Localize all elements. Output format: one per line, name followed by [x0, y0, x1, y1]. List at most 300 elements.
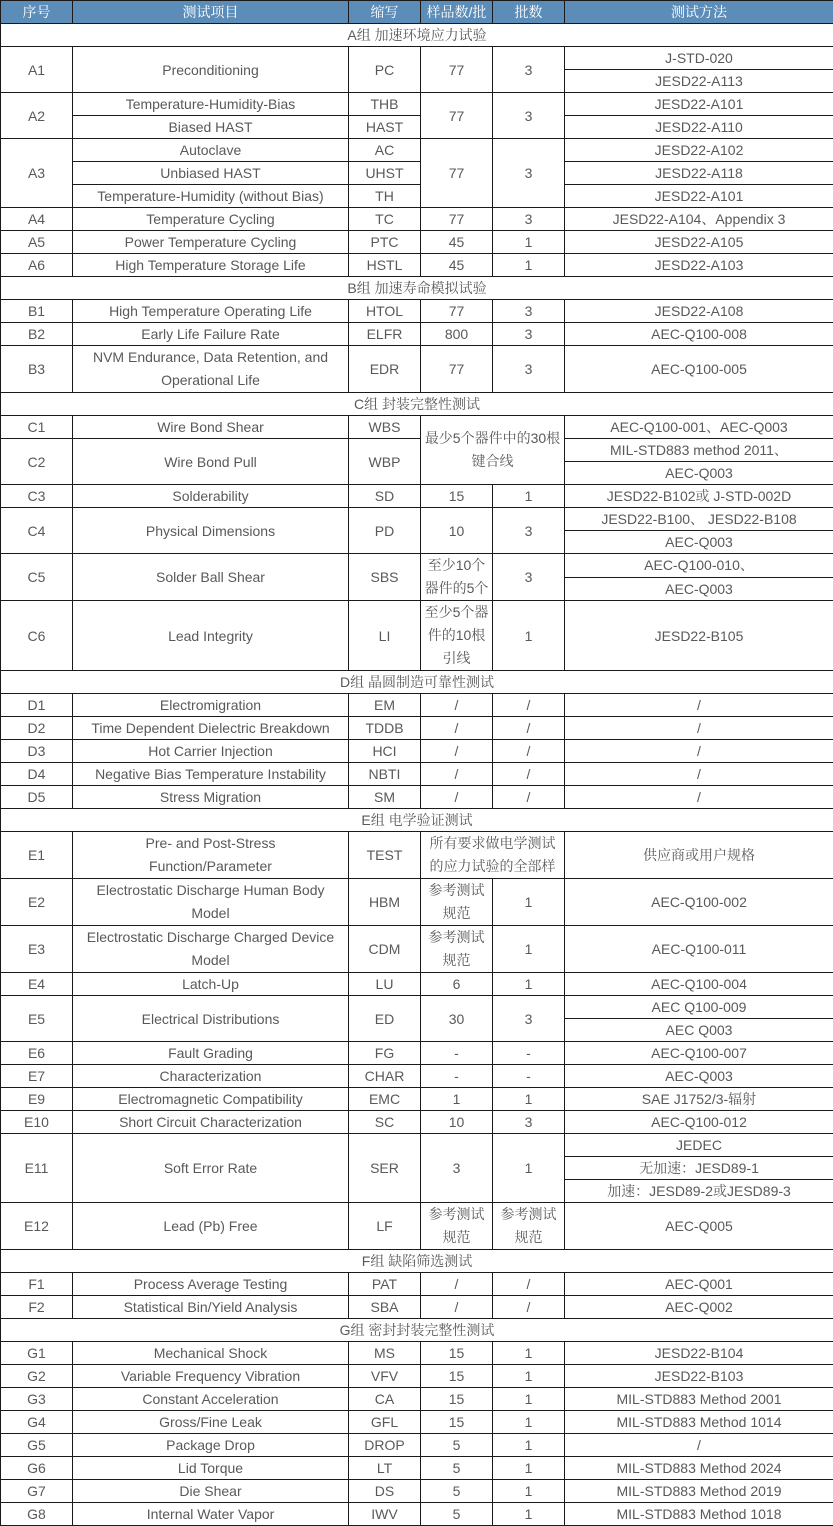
row-lots: -: [493, 1065, 565, 1088]
row-abbr: UHST: [349, 162, 421, 185]
row-id: C1: [1, 416, 73, 439]
row-lots: 1: [493, 485, 565, 508]
row-abbr: CHAR: [349, 1065, 421, 1088]
table-row: [1, 231, 833, 254]
row-samples-line: 规范: [443, 952, 471, 968]
row-abbr: TEST: [349, 832, 421, 879]
row-id: C6: [1, 601, 73, 671]
table-row: [1, 162, 833, 185]
row-id: A6: [1, 254, 73, 277]
row-method: JESD22-A113: [565, 70, 833, 93]
row-lots: 3: [493, 300, 565, 323]
row-samples: 45: [421, 231, 493, 254]
table-row: [1, 208, 833, 231]
row-method: AEC Q003: [565, 1019, 833, 1042]
row-abbr: SC: [349, 1111, 421, 1134]
row-id: A1: [1, 47, 73, 93]
row-abbr: VFV: [349, 1365, 421, 1388]
row-id: G1: [1, 1342, 73, 1365]
row-abbr: SBA: [349, 1296, 421, 1319]
row-lots: /: [493, 763, 565, 786]
row-samples-line: 器件的5个: [425, 580, 489, 596]
row-lots: -: [493, 1042, 565, 1065]
row-abbr: SD: [349, 485, 421, 508]
row-id: A2: [1, 93, 73, 139]
row-abbr: EMC: [349, 1088, 421, 1111]
row-method: JESD22-A118: [565, 162, 833, 185]
row-name: Wire Bond Pull: [73, 439, 349, 485]
row-id: D5: [1, 786, 73, 809]
row-name: Wire Bond Shear: [73, 416, 349, 439]
row-method: JESD22-B100、 JESD22-B108: [565, 508, 833, 531]
row-samples: 1: [421, 1088, 493, 1111]
row-name: Preconditioning: [73, 47, 349, 93]
table-row: [1, 1365, 833, 1388]
row-samples: /: [421, 1273, 493, 1296]
group-title: E组 电学验证测试: [1, 809, 833, 832]
table-row: [1, 139, 833, 162]
row-name: Time Dependent Dielectric Breakdown: [73, 717, 349, 740]
row-method: /: [565, 763, 833, 786]
row-lots: 3: [493, 208, 565, 231]
row-method: MIL-STD883 Method 2001: [565, 1388, 833, 1411]
row-method: /: [565, 717, 833, 740]
row-samples-line: 至少5个器: [425, 604, 489, 620]
row-abbr: WBS: [349, 416, 421, 439]
row-id: E1: [1, 832, 73, 879]
row-name: Lid Torque: [73, 1457, 349, 1480]
row-id: B1: [1, 300, 73, 323]
row-lots: /: [493, 1296, 565, 1319]
row-samples: 5: [421, 1503, 493, 1526]
row-samples-line: 最少5个器件中的30根: [425, 430, 560, 446]
table-row: [1, 1088, 833, 1111]
row-name: Latch-Up: [73, 973, 349, 996]
table-row: [1, 185, 833, 208]
row-name: [73, 926, 349, 973]
row-name-line: Operational Life: [161, 372, 260, 388]
row-lots-line: 参考测试: [501, 1206, 557, 1222]
row-name: Stress Migration: [73, 786, 349, 809]
row-lots: 3: [493, 93, 565, 139]
row-abbr: PC: [349, 47, 421, 93]
row-abbr: WBP: [349, 439, 421, 485]
row-abbr: SBS: [349, 554, 421, 601]
row-lots: 1: [493, 601, 565, 671]
row-samples-line: 至少10个: [428, 557, 486, 573]
row-abbr: HBM: [349, 879, 421, 926]
row-name: Electromagnetic Compatibility: [73, 1088, 349, 1111]
row-method: AEC-Q100-002: [565, 879, 833, 926]
row-name: Temperature-Humidity (without Bias): [73, 185, 349, 208]
row-id: D2: [1, 717, 73, 740]
table-row: [1, 439, 833, 462]
row-abbr: DROP: [349, 1434, 421, 1457]
row-abbr: TDDB: [349, 717, 421, 740]
row-samples-line: 参考测试: [429, 1206, 485, 1222]
row-method: JESD22-A102: [565, 139, 833, 162]
row-name: Early Life Failure Rate: [73, 323, 349, 346]
row-samples: /: [421, 786, 493, 809]
table-row: [1, 1480, 833, 1503]
table-row: [1, 416, 833, 439]
table-row: [1, 300, 833, 323]
row-name: [73, 879, 349, 926]
row-id: F1: [1, 1273, 73, 1296]
row-abbr: DS: [349, 1480, 421, 1503]
row-lots: 1: [493, 231, 565, 254]
group-title: D组 晶圆制造可靠性测试: [1, 671, 833, 694]
row-name: Constant Acceleration: [73, 1388, 349, 1411]
row-samples: 15: [421, 1365, 493, 1388]
row-name: Die Shear: [73, 1480, 349, 1503]
row-name: Hot Carrier Injection: [73, 740, 349, 763]
row-id: C3: [1, 485, 73, 508]
row-lots: /: [493, 717, 565, 740]
row-method: JESD22-A108: [565, 300, 833, 323]
row-name: Autoclave: [73, 139, 349, 162]
row-abbr: SER: [349, 1134, 421, 1203]
row-method: AEC-Q100-004: [565, 973, 833, 996]
row-name: Package Drop: [73, 1434, 349, 1457]
row-method: AEC-Q003: [565, 1065, 833, 1088]
row-method: JESD22-A104、Appendix 3: [565, 208, 833, 231]
row-samples-line: 所有要求做电学测试: [430, 835, 556, 851]
row-lots: 1: [493, 879, 565, 926]
row-lots: 1: [493, 1342, 565, 1365]
row-method: MIL-STD883 method 2011、: [565, 439, 833, 462]
row-id: B2: [1, 323, 73, 346]
row-name: Solder Ball Shear: [73, 554, 349, 601]
row-method: JEDEC: [565, 1134, 833, 1157]
header-row: [1, 1, 833, 24]
row-abbr: CDM: [349, 926, 421, 973]
row-id: D3: [1, 740, 73, 763]
row-method: AEC-Q100-010、: [565, 554, 833, 578]
row-method: AEC-Q005: [565, 1203, 833, 1250]
row-method: AEC-Q003: [565, 531, 833, 554]
row-samples-line: 规范: [443, 905, 471, 921]
row-abbr: ED: [349, 996, 421, 1042]
row-lots: 1: [493, 254, 565, 277]
row-method: AEC-Q100-005: [565, 346, 833, 393]
group-row-f: [1, 1250, 833, 1273]
row-name: [73, 346, 349, 393]
group-row-d: [1, 671, 833, 694]
row-method: JESD22-B104: [565, 1342, 833, 1365]
row-lots: 1: [493, 1388, 565, 1411]
row-samples: 15: [421, 1388, 493, 1411]
table-row: [1, 1111, 833, 1134]
row-abbr: HCI: [349, 740, 421, 763]
row-method: AEC-Q100-011: [565, 926, 833, 973]
row-samples: 15: [421, 1411, 493, 1434]
row-name-line: NVM Endurance, Data Retention, and: [93, 349, 328, 365]
group-row-e: [1, 809, 833, 832]
row-lots: 1: [493, 1411, 565, 1434]
table-row: [1, 763, 833, 786]
row-samples-line: 的应力试验的全部样: [430, 858, 556, 874]
row-id: A4: [1, 208, 73, 231]
row-abbr: PTC: [349, 231, 421, 254]
table-row: [1, 116, 833, 139]
row-lots: 1: [493, 1434, 565, 1457]
row-samples-line: 引线: [443, 650, 471, 666]
row-samples: [421, 879, 493, 926]
table-row: [1, 832, 833, 879]
row-id: G4: [1, 1411, 73, 1434]
header-lots: 批数: [493, 1, 565, 24]
row-name: Internal Water Vapor: [73, 1503, 349, 1526]
row-id: G3: [1, 1388, 73, 1411]
row-method: AEC Q100-009: [565, 996, 833, 1019]
row-lots: 1: [493, 1457, 565, 1480]
row-samples: 800: [421, 323, 493, 346]
row-samples: 77: [421, 300, 493, 323]
row-samples: [421, 926, 493, 973]
row-abbr: PAT: [349, 1273, 421, 1296]
group-row-a: [1, 24, 833, 47]
table-row: [1, 973, 833, 996]
row-samples: /: [421, 1296, 493, 1319]
header-method: 测试方法: [565, 1, 833, 24]
row-name: Temperature-Humidity-Bias: [73, 93, 349, 116]
row-id: E12: [1, 1203, 73, 1250]
table-row: [1, 47, 833, 70]
row-lots: 1: [493, 926, 565, 973]
group-title: A组 加速环境应力试验: [1, 24, 833, 47]
table-row: [1, 1388, 833, 1411]
row-lots: 3: [493, 139, 565, 208]
row-name: [73, 832, 349, 879]
row-lots: /: [493, 786, 565, 809]
row-lots: /: [493, 694, 565, 717]
row-id: C5: [1, 554, 73, 601]
row-abbr: MS: [349, 1342, 421, 1365]
row-method: J-STD-020: [565, 47, 833, 70]
row-name-line: Electrostatic Discharge Human Body: [97, 882, 325, 898]
row-samples: 10: [421, 1111, 493, 1134]
header-id: 序号: [1, 1, 73, 24]
row-name: Statistical Bin/Yield Analysis: [73, 1296, 349, 1319]
row-samples: 5: [421, 1480, 493, 1503]
row-samples-line: 参考测试: [429, 929, 485, 945]
row-samples: 10: [421, 508, 493, 554]
row-id: G7: [1, 1480, 73, 1503]
row-id: E10: [1, 1111, 73, 1134]
row-samples-line: 规范: [443, 1229, 471, 1245]
row-id: E7: [1, 1065, 73, 1088]
table-row: [1, 1503, 833, 1526]
row-lots: 1: [493, 1088, 565, 1111]
row-method: JESD22-B102或 J-STD-002D: [565, 485, 833, 508]
row-samples: -: [421, 1042, 493, 1065]
row-name-line: Function/Parameter: [149, 858, 272, 874]
row-lots-line: 规范: [515, 1229, 543, 1245]
row-abbr: FG: [349, 1042, 421, 1065]
row-abbr: LT: [349, 1457, 421, 1480]
header-samples: 样品数/批: [421, 1, 493, 24]
row-id: G6: [1, 1457, 73, 1480]
row-samples: /: [421, 717, 493, 740]
row-lots: 3: [493, 323, 565, 346]
row-samples: 77: [421, 93, 493, 139]
table-row: [1, 485, 833, 508]
row-lots: [493, 1203, 565, 1250]
row-lots: 3: [493, 554, 565, 601]
row-samples-lots-shared: [421, 832, 565, 879]
row-id: E3: [1, 926, 73, 973]
table-row: [1, 1203, 833, 1250]
row-samples: 77: [421, 47, 493, 93]
row-method: /: [565, 694, 833, 717]
row-samples: 77: [421, 139, 493, 208]
row-lots: 3: [493, 47, 565, 93]
table-row: [1, 1411, 833, 1434]
row-method: 无加速：JESD89-1: [565, 1157, 833, 1180]
row-samples-lots-shared: [421, 416, 565, 485]
row-lots: 1: [493, 1480, 565, 1503]
row-lots: /: [493, 740, 565, 763]
row-name: Lead (Pb) Free: [73, 1203, 349, 1250]
row-name: Fault Grading: [73, 1042, 349, 1065]
row-method: /: [565, 740, 833, 763]
table-row: [1, 254, 833, 277]
row-samples: 15: [421, 485, 493, 508]
table-row: [1, 996, 833, 1019]
row-lots: 1: [493, 973, 565, 996]
row-id: E2: [1, 879, 73, 926]
row-method: AEC-Q100-007: [565, 1042, 833, 1065]
row-method: 供应商或用户规格: [565, 832, 833, 879]
row-id: A3: [1, 139, 73, 208]
row-samples-line: 件的10根: [428, 627, 486, 643]
row-name: Electromigration: [73, 694, 349, 717]
header-test-item: 测试项目: [73, 1, 349, 24]
row-method: /: [565, 786, 833, 809]
row-samples: 30: [421, 996, 493, 1042]
row-abbr: TH: [349, 185, 421, 208]
row-samples: /: [421, 740, 493, 763]
row-name-line: Pre- and Post-Stress: [146, 835, 276, 851]
row-name-line: Electrostatic Discharge Charged Device: [87, 929, 334, 945]
row-method: JESD22-B105: [565, 601, 833, 671]
table-row: [1, 1273, 833, 1296]
row-name: Gross/Fine Leak: [73, 1411, 349, 1434]
row-abbr: NBTI: [349, 763, 421, 786]
table-row: [1, 93, 833, 116]
table-row: [1, 323, 833, 346]
row-id: E11: [1, 1134, 73, 1203]
row-id: A5: [1, 231, 73, 254]
table-row: [1, 879, 833, 926]
row-abbr: CA: [349, 1388, 421, 1411]
row-abbr: LF: [349, 1203, 421, 1250]
row-abbr: IWV: [349, 1503, 421, 1526]
row-abbr: HTOL: [349, 300, 421, 323]
row-name-line: Model: [191, 952, 229, 968]
row-name: Power Temperature Cycling: [73, 231, 349, 254]
row-name: Biased HAST: [73, 116, 349, 139]
row-name: Unbiased HAST: [73, 162, 349, 185]
row-samples: /: [421, 763, 493, 786]
table-row: [1, 346, 833, 393]
row-samples: 45: [421, 254, 493, 277]
table-row: [1, 554, 833, 578]
row-samples: 15: [421, 1342, 493, 1365]
row-name: Mechanical Shock: [73, 1342, 349, 1365]
row-id: D4: [1, 763, 73, 786]
row-method: JESD22-A101: [565, 185, 833, 208]
row-lots: 3: [493, 346, 565, 393]
row-abbr: THB: [349, 93, 421, 116]
table-row: [1, 717, 833, 740]
row-id: B3: [1, 346, 73, 393]
table-row: [1, 1042, 833, 1065]
row-name: Soft Error Rate: [73, 1134, 349, 1203]
row-name: Physical Dimensions: [73, 508, 349, 554]
row-samples: [421, 601, 493, 671]
row-abbr: HSTL: [349, 254, 421, 277]
table-row: [1, 694, 833, 717]
row-method: MIL-STD883 Method 2019: [565, 1480, 833, 1503]
row-samples: 5: [421, 1434, 493, 1457]
row-id: F2: [1, 1296, 73, 1319]
row-samples: -: [421, 1065, 493, 1088]
group-title: F组 缺陷筛选测试: [1, 1250, 833, 1273]
group-row-c: [1, 393, 833, 416]
table-row: [1, 1065, 833, 1088]
row-samples: [421, 554, 493, 601]
table-row: [1, 1342, 833, 1365]
row-abbr: GFL: [349, 1411, 421, 1434]
row-method: 加速：JESD89-2或JESD89-3: [565, 1180, 833, 1203]
row-abbr: PD: [349, 508, 421, 554]
group-title: G组 密封封装完整性测试: [1, 1319, 833, 1342]
row-abbr: ELFR: [349, 323, 421, 346]
row-lots: 3: [493, 996, 565, 1042]
row-name: Solderability: [73, 485, 349, 508]
table-row: [1, 508, 833, 531]
table-row: [1, 601, 833, 671]
row-id: G2: [1, 1365, 73, 1388]
row-samples: /: [421, 694, 493, 717]
row-method: JESD22-B103: [565, 1365, 833, 1388]
row-abbr: AC: [349, 139, 421, 162]
table-row: [1, 1457, 833, 1480]
row-id: E6: [1, 1042, 73, 1065]
row-method: JESD22-A103: [565, 254, 833, 277]
row-name: High Temperature Storage Life: [73, 254, 349, 277]
row-name: Short Circuit Characterization: [73, 1111, 349, 1134]
row-id: C4: [1, 508, 73, 554]
row-lots: 1: [493, 1365, 565, 1388]
row-abbr: SM: [349, 786, 421, 809]
table-row: [1, 1296, 833, 1319]
row-samples: 5: [421, 1457, 493, 1480]
row-abbr: LU: [349, 973, 421, 996]
row-lots: 1: [493, 1503, 565, 1526]
row-abbr: HAST: [349, 116, 421, 139]
row-abbr: EM: [349, 694, 421, 717]
table-row: [1, 1434, 833, 1457]
header-abbr: 缩写: [349, 1, 421, 24]
row-id: E9: [1, 1088, 73, 1111]
row-name: Temperature Cycling: [73, 208, 349, 231]
table-row: [1, 740, 833, 763]
row-lots: 1: [493, 1134, 565, 1203]
row-method: /: [565, 1434, 833, 1457]
